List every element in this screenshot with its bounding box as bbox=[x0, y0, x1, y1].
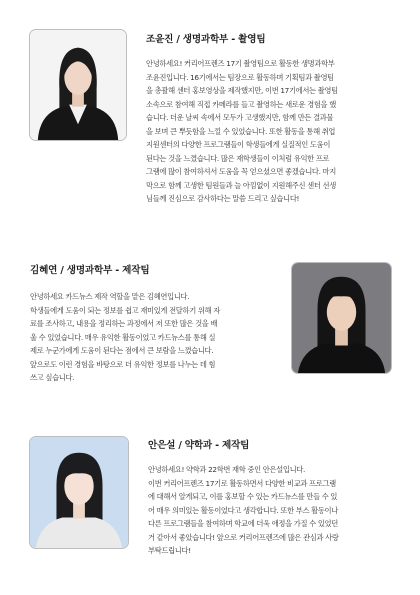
text-line: 안녕하세요! 약학과 22학번 재학 중인 안은설입니다. bbox=[148, 465, 305, 474]
profile-photo bbox=[29, 29, 127, 141]
profile-heading: 조윤진 / 생명과학부 - 촬영팀 bbox=[146, 34, 266, 45]
text-line: 어 매우 의미있는 활동이었다고 생각합니다. 또한 부스 활동이나 bbox=[148, 505, 338, 515]
profile-heading: 김혜연 / 생명과학부 - 제작팀 bbox=[30, 265, 150, 276]
profile-description bbox=[30, 290, 285, 385]
text-line: 울 수 있었습니다. 매우 유익한 활동이었고 카드뉴스를 통해 실 bbox=[30, 332, 216, 342]
profile-heading: 안은설 / 약학과 - 제작팀 bbox=[148, 440, 250, 451]
text-line: 제로 누군가에게 도움이 된다는 점에서 큰 보람을 느꼈습니다. bbox=[30, 346, 214, 355]
text-line: 료를 조사하고, 내용을 정리하는 과정에서 저 또한 많은 것을 배 bbox=[30, 319, 218, 328]
text-line: 안녕하세요 카드뉴스 제작 역할을 맡은 김혜연입니다. bbox=[30, 292, 190, 301]
text-line: 조윤진입니다. 16기에서는 팀장으로 활동하며 기획팀과 촬영팀 bbox=[146, 72, 334, 82]
text-line: 그램에 많이 참여하셔서 도움을 꼭 얻으셨으면 좋겠습니다. 마지 bbox=[146, 167, 336, 176]
text-line: 을 총괄해 센터 홍보영상을 제작했지만, 이번 17기에서는 촬영팀 bbox=[146, 86, 338, 95]
profile-description bbox=[148, 463, 398, 558]
text-line: 다른 프로그램들을 참여하며 학교에 더욱 애정을 가질 수 있었던 bbox=[148, 519, 338, 528]
profile-description bbox=[146, 57, 396, 206]
profile-photo bbox=[291, 262, 392, 374]
text-line: 부탁드립니다! bbox=[148, 546, 191, 555]
text-line: 앞으로도 이런 경험을 바탕으로 더 유익한 정보를 나누는 데 힘 bbox=[30, 359, 216, 369]
text-line: 막으로 함께 고생한 팀원들과 늘 아낌없이 지원해주신 센터 선생 bbox=[146, 180, 336, 190]
text-line: 지원센터의 다양한 프로그램들이 학생들에게 실질적인 도움이 bbox=[146, 140, 331, 149]
text-line: 에 대해서 알게되고, 이를 홍보할 수 있는 카드뉴스를 만들 수 있 bbox=[148, 492, 338, 501]
text-line: 쓰고 싶습니다. bbox=[30, 373, 75, 382]
text-line: 학생들에게 도움이 되는 정보를 쉽고 재미있게 전달하기 위해 자 bbox=[30, 305, 220, 315]
text-line: 거 같아서 좋았습니다! 앞으로 커리어프렌즈에 많은 관심과 사랑 bbox=[148, 532, 339, 542]
text-line: 안녕하세요! 커리어프렌즈 17기 촬영팀으로 활동한 생명과학부 bbox=[146, 59, 335, 68]
text-line: 이번 커리어프렌즈 17기로 활동하면서 다양한 비교과 프로그램 bbox=[148, 478, 336, 488]
text-line: 을 보며 큰 뿌듯함을 느낄 수 있었습니다. 또한 활동을 통해 취업 bbox=[146, 126, 336, 136]
text-line: 된다는 것을 느꼈습니다. 많은 재학생들이 이처럼 유익한 프로 bbox=[146, 153, 330, 163]
profile-photo bbox=[29, 436, 129, 549]
text-line: 님들께 진심으로 감사하다는 말씀 드리고 싶습니다! bbox=[146, 194, 300, 203]
text-line: 습니다. 더운 날씨 속에서 모두가 고생했지만, 함께 만든 결과물 bbox=[146, 113, 334, 122]
text-line: 소속으로 참여해 직접 카메라를 들고 촬영하는 새로운 경험을 했 bbox=[146, 99, 336, 109]
